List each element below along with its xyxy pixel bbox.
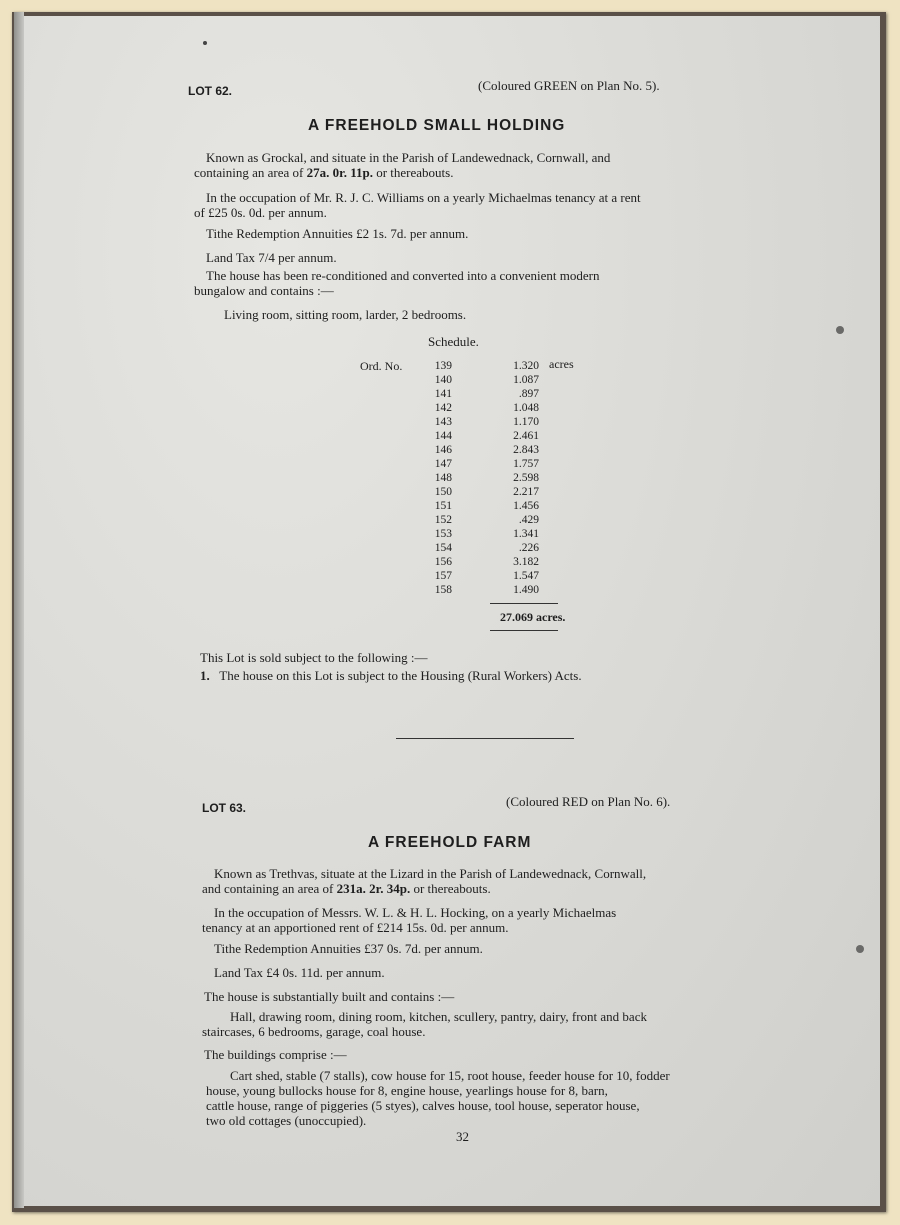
lot-62-plan-note: (Coloured GREEN on Plan No. 5). (478, 78, 660, 93)
schedule-acreage: .226 (518, 542, 539, 554)
lot-63-tithe: Tithe Redemption Annuities £37 0s. 7d. per annum. (214, 941, 483, 956)
lot-62-area: 27a. 0r. 11p. (306, 165, 373, 180)
schedule-acreage: .897 (518, 388, 539, 400)
binding-hole (856, 945, 864, 953)
lot-63-label: LOT 63. (202, 801, 247, 815)
schedule-total: 27.069 acres. (500, 610, 566, 624)
lot-62-occupation-line2: of £25 0s. 0d. per annum. (194, 205, 327, 220)
schedule-ord-no: 141 (434, 388, 452, 400)
lot-62-land-tax: Land Tax 7/4 per annum. (206, 250, 337, 265)
lot-62-heading: A FREEHOLD SMALL HOLDING (308, 117, 566, 134)
schedule-ord-no: 144 (434, 430, 452, 442)
lot-63-land-tax: Land Tax £4 0s. 11d. per annum. (214, 965, 385, 980)
ord-no-label: Ord. No. (360, 359, 403, 373)
schedule-acreage: 2.843 (513, 444, 539, 456)
lot-63-area: 231a. 2r. 34p. (336, 881, 411, 896)
lot-63-occupation-line1: In the occupation of Messrs. W. L. & H. L. Hocking, on a yearly Michaelmas (214, 905, 617, 920)
lot-63-buildings: The buildings comprise :— (204, 1047, 347, 1062)
schedule-ord-no: 157 (434, 570, 452, 582)
lot-62-subject: This Lot is sold subject to the following :— (200, 650, 428, 665)
lot-63-buildings-line1: Cart shed, stable (7 stalls), cow house for 15, root house, feeder house for 10, fodder (230, 1068, 670, 1083)
schedule-label: Schedule. (428, 334, 479, 349)
schedule-ord-no: 158 (434, 584, 452, 596)
schedule-ord-no: 156 (434, 556, 452, 568)
schedule-ord-no: 147 (434, 458, 452, 470)
schedule-acreage: .429 (518, 514, 539, 526)
schedule-ord-no: 148 (434, 472, 452, 484)
schedule-acreage: 2.461 (513, 430, 539, 442)
section-divider (396, 738, 574, 739)
schedule-acreage: 1.320 (513, 360, 539, 372)
lot-63-rooms-line2: staircases, 6 bedrooms, garage, coal house. (202, 1024, 426, 1039)
lot-63-rooms-line1: Hall, drawing room, dining room, kitchen, scullery, pantry, dairy, front and back (230, 1009, 647, 1024)
lot-62-occupation-line1: In the occupation of Mr. R. J. C. Williams on a yearly Michaelmas tenancy at a rent (206, 190, 641, 205)
schedule-acreage: 1.170 (513, 416, 539, 428)
lot-63-description-line1: Known as Trethvas, situate at the Lizard in the Parish of Landewednack, Cornwall, (214, 866, 647, 881)
schedule-acreage: 1.547 (513, 570, 539, 582)
schedule-acreage: 2.598 (513, 472, 539, 484)
schedule-acreage: 2.217 (513, 486, 539, 498)
page-speck (203, 41, 207, 45)
page-spine-shadow (14, 12, 24, 1208)
lot-62-house-line2: bungalow and contains :— (194, 283, 334, 298)
lot-62-description-line2: containing an area of 27a. 0r. 11p. or thereabouts. (194, 165, 454, 180)
schedule-ord-no: 139 (434, 360, 452, 372)
binding-hole (836, 326, 844, 334)
schedule-acreage: 1.757 (513, 458, 539, 470)
schedule-acreage: 1.456 (513, 500, 539, 512)
schedule-acreage: 3.182 (513, 556, 539, 568)
lot-63-plan-note: (Coloured RED on Plan No. 6). (506, 794, 671, 809)
schedule-ord-no: 142 (434, 402, 452, 414)
schedule-acreage: 1.087 (513, 374, 539, 386)
lot-62-house-line1: The house has been re-conditioned and converted into a convenient modern (206, 268, 600, 283)
schedule-ord-no: 154 (434, 542, 452, 554)
lot-62-description-line1: Known as Grockal, and situate in the Parish of Landewednack, Cornwall, and (206, 150, 611, 165)
schedule-ord-no: 143 (434, 416, 452, 428)
total-rule-top (490, 603, 558, 604)
acres-unit-label: acres (549, 357, 574, 371)
lot-62-label: LOT 62. (188, 84, 233, 98)
schedule-ord-no: 140 (434, 374, 452, 386)
total-rule-bottom (490, 630, 558, 631)
schedule-ord-no: 153 (434, 528, 452, 540)
schedule-acreage: 1.341 (513, 528, 539, 540)
lot-63-buildings-line2: house, young bullocks house for 8, engine house, yearlings house for 8, barn, (206, 1083, 608, 1098)
schedule-ord-no: 150 (434, 486, 452, 498)
lot-63-occupation-line2: tenancy at an apportioned rent of £214 15s. 0d. per annum. (202, 920, 509, 935)
lot-62-condition: 1. The house on this Lot is subject to the Housing (Rural Workers) Acts. (200, 668, 582, 683)
page-number: 32 (456, 1129, 469, 1144)
schedule-acreage: 1.048 (513, 402, 539, 414)
schedule-ord-no: 152 (434, 514, 452, 526)
lot-63-heading: A FREEHOLD FARM (368, 834, 532, 851)
schedule-acreage: 1.490 (513, 584, 539, 596)
lot-63-buildings-line4: two old cottages (unoccupied). (206, 1113, 367, 1128)
schedule-ord-no: 151 (434, 500, 452, 512)
lot-63-house: The house is substantially built and contains :— (204, 989, 455, 1004)
document-page (20, 16, 880, 1206)
lot-62-rooms: Living room, sitting room, larder, 2 bedrooms. (224, 307, 467, 322)
lot-63-description-line2: and containing an area of 231a. 2r. 34p. or thereabouts. (202, 881, 491, 896)
lot-63-buildings-line3: cattle house, range of piggeries (5 styes), calves house, tool house, seperator house, (206, 1098, 640, 1113)
schedule-ord-no: 146 (434, 444, 452, 456)
lot-62-tithe: Tithe Redemption Annuities £2 1s. 7d. per annum. (206, 226, 469, 241)
